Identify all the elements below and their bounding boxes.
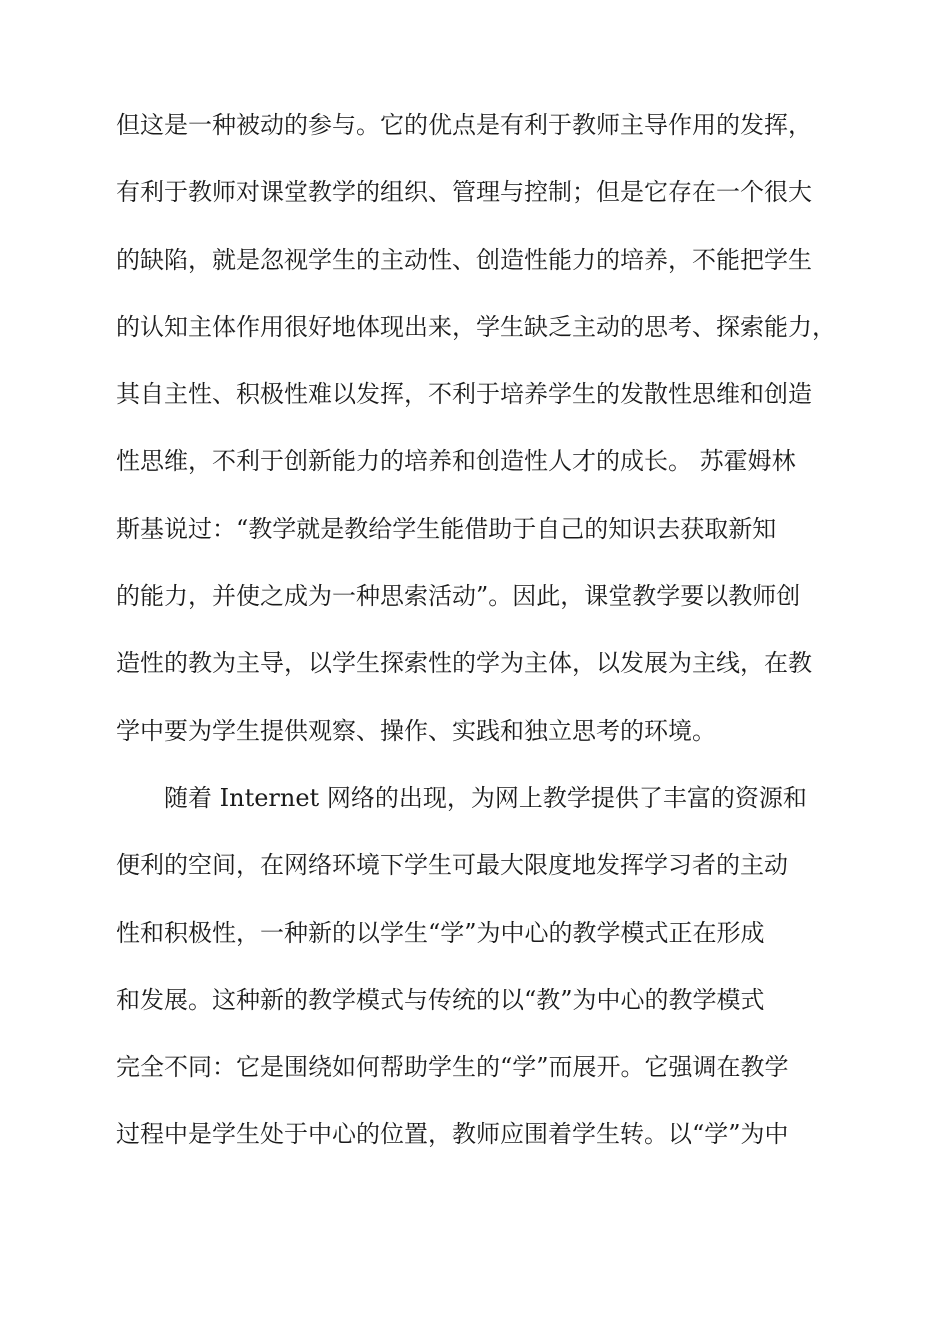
text-line: 学中要为学生提供观察、操作、实践和独立思考的环境。 [116,716,716,745]
text-line: 便利的空间，在网络环境下学生可最大限度地发挥学习者的主动 [116,851,788,880]
text-line: 有利于教师对课堂教学的组织、管理与控制；但是它存在一个很大 [116,178,812,207]
text-line: 其自主性、积极性难以发挥，不利于培养学生的发散性思维和创造 [116,380,812,409]
text-line: 斯基说过：“教学就是教给学生能借助于自己的知识去获取新知 [116,514,777,543]
text-line: 性思维，不利于创新能力的培养和创造性人才的成长。 苏霍姆林 [116,447,796,476]
text-line: 过程中是学生处于中心的位置，教师应围着学生转。以“学”为中 [116,1120,789,1149]
text-line: 完全不同：它是围绕如何帮助学生的“学”而展开。它强调在教学 [116,1053,789,1082]
paragraph-first-line: 随着 Internet 网络的出现，为网上教学提供了丰富的资源和 [164,783,807,812]
text-line: 的缺陷，就是忽视学生的主动性、创造性能力的培养，不能把学生 [116,245,812,274]
text-line: 和发展。这种新的教学模式与传统的以“教”为中心的教学模式 [116,985,765,1014]
body-text [116,102,856,1179]
text-line: 的认知主体作用很好地体现出来，学生缺乏主动的思考、探索能力， [116,312,836,341]
text-line: 的能力，并使之成为一种思索活动”。因此，课堂教学要以教师创 [116,582,801,611]
text-line: 性和积极性，一种新的以学生“学”为中心的教学模式正在形成 [116,918,765,947]
text-line: 造性的教为主导，以学生探索性的学为主体，以发展为主线，在教 [116,649,812,678]
text-line: 但这是一种被动的参与。它的优点是有利于教师主导作用的发挥， [116,111,812,139]
